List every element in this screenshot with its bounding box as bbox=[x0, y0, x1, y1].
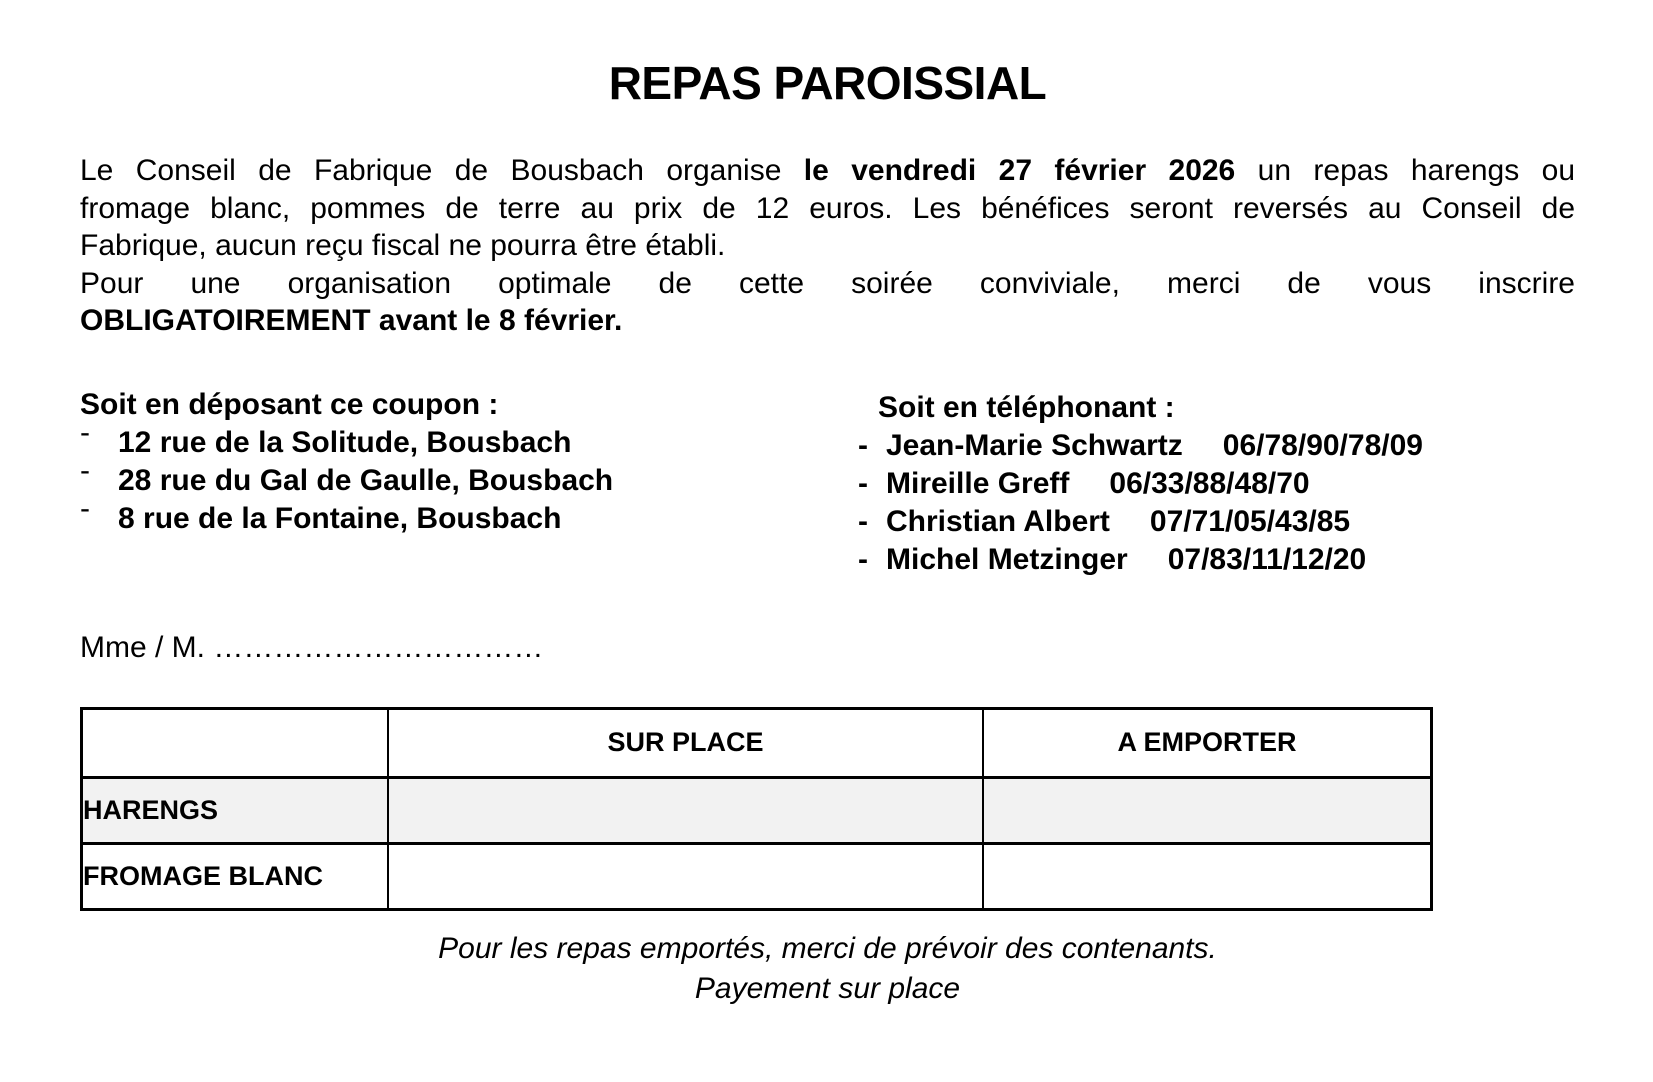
coupon-address: 12 rue de la Solitude, Bousbach bbox=[118, 425, 572, 459]
dotted-blank: …………………………… bbox=[213, 630, 544, 664]
contact-phone: 07/83/11/12/20 bbox=[1167, 542, 1367, 576]
contact-row bbox=[858, 503, 1575, 541]
dash-bullet: - bbox=[80, 491, 90, 525]
cell-fromage-a-emporter bbox=[983, 843, 1432, 909]
order-table bbox=[80, 707, 1433, 911]
header-cell-a-emporter: A EMPORTER bbox=[983, 708, 1432, 777]
dash-bullet: - bbox=[858, 542, 868, 576]
contact-row bbox=[858, 541, 1575, 579]
table-row-fromage-blanc bbox=[82, 843, 1432, 909]
intro-date-bold: le vendredi 27 février 2026 bbox=[803, 154, 1236, 187]
dash-bullet: - bbox=[80, 453, 90, 487]
contact-row bbox=[858, 465, 1575, 503]
dash-bullet: - bbox=[858, 428, 868, 462]
coupon-address: 8 rue de la Fontaine, Bousbach bbox=[118, 501, 562, 535]
dash-bullet: - bbox=[858, 504, 868, 538]
header-cell-sur-place: SUR PLACE bbox=[388, 708, 983, 777]
contact-phone: 06/78/90/78/09 bbox=[1222, 428, 1423, 462]
contact-phone: 07/71/05/43/85 bbox=[1149, 504, 1351, 538]
intro-line-1 bbox=[80, 152, 1575, 190]
phone-section bbox=[858, 386, 1575, 579]
page-title: REPAS PAROISSIAL bbox=[608, 57, 1047, 109]
intro-text: un repas harengs ou bbox=[1235, 154, 1575, 187]
contact-row bbox=[858, 427, 1575, 465]
contact-name: Christian Albert bbox=[886, 504, 1110, 538]
intro-line-5 bbox=[80, 302, 1575, 340]
signup-options bbox=[80, 386, 1575, 579]
coupon-section bbox=[80, 386, 858, 579]
name-fill-line bbox=[80, 629, 1575, 666]
coupon-address-item bbox=[80, 453, 858, 500]
row-label-harengs: HARENGS bbox=[82, 777, 389, 843]
dash-bullet: - bbox=[858, 466, 868, 500]
dash-bullet: - bbox=[80, 415, 90, 449]
intro-line-3: Fabrique, aucun reçu fiscal ne pourra être établi. bbox=[80, 229, 726, 262]
table-header-row bbox=[82, 708, 1432, 777]
row-label-fromage-blanc: FROMAGE BLANC bbox=[82, 843, 389, 909]
cell-fromage-sur-place bbox=[388, 843, 983, 909]
phone-section-heading: Soit en téléphonant : bbox=[878, 390, 1175, 424]
footer-notes bbox=[80, 929, 1575, 1009]
coupon-address-item bbox=[80, 491, 858, 538]
table-row-harengs bbox=[82, 777, 1432, 843]
intro-line-2: fromage blanc, pommes de terre au prix de 12 euros. Les bénéfices seront reversés au Conseil de bbox=[80, 191, 1575, 225]
header-cell-empty bbox=[82, 708, 389, 777]
contact-name: Mireille Greff bbox=[886, 466, 1070, 500]
footer-containers-note: Pour les repas emportés, merci de prévoir des contenants. bbox=[438, 931, 1217, 965]
intro-paragraph bbox=[80, 152, 1575, 340]
obligatoirement-bold: OBLIGATOIREMENT bbox=[80, 304, 371, 337]
intro-text: Le Conseil de Fabrique de Bousbach organise bbox=[80, 154, 804, 187]
name-line-label: Mme / M. bbox=[80, 630, 214, 664]
contact-phone: 06/33/88/48/70 bbox=[1109, 466, 1310, 500]
deadline-text: avant le 8 février. bbox=[370, 304, 623, 337]
footer-payment-note: Payement sur place bbox=[694, 971, 961, 1005]
cell-harengs-sur-place bbox=[388, 777, 983, 843]
coupon-address: 28 rue du Gal de Gaulle, Bousbach bbox=[118, 463, 614, 497]
contact-name: Jean-Marie Schwartz bbox=[886, 428, 1183, 462]
intro-line-4: Pour une organisation optimale de cette soirée conviviale, merci de vous inscrire bbox=[80, 266, 1575, 300]
cell-harengs-a-emporter bbox=[983, 777, 1432, 843]
contact-name: Michel Metzinger bbox=[886, 542, 1128, 576]
coupon-address-item bbox=[80, 415, 858, 462]
coupon-section-heading: Soit en déposant ce coupon : bbox=[80, 387, 499, 421]
